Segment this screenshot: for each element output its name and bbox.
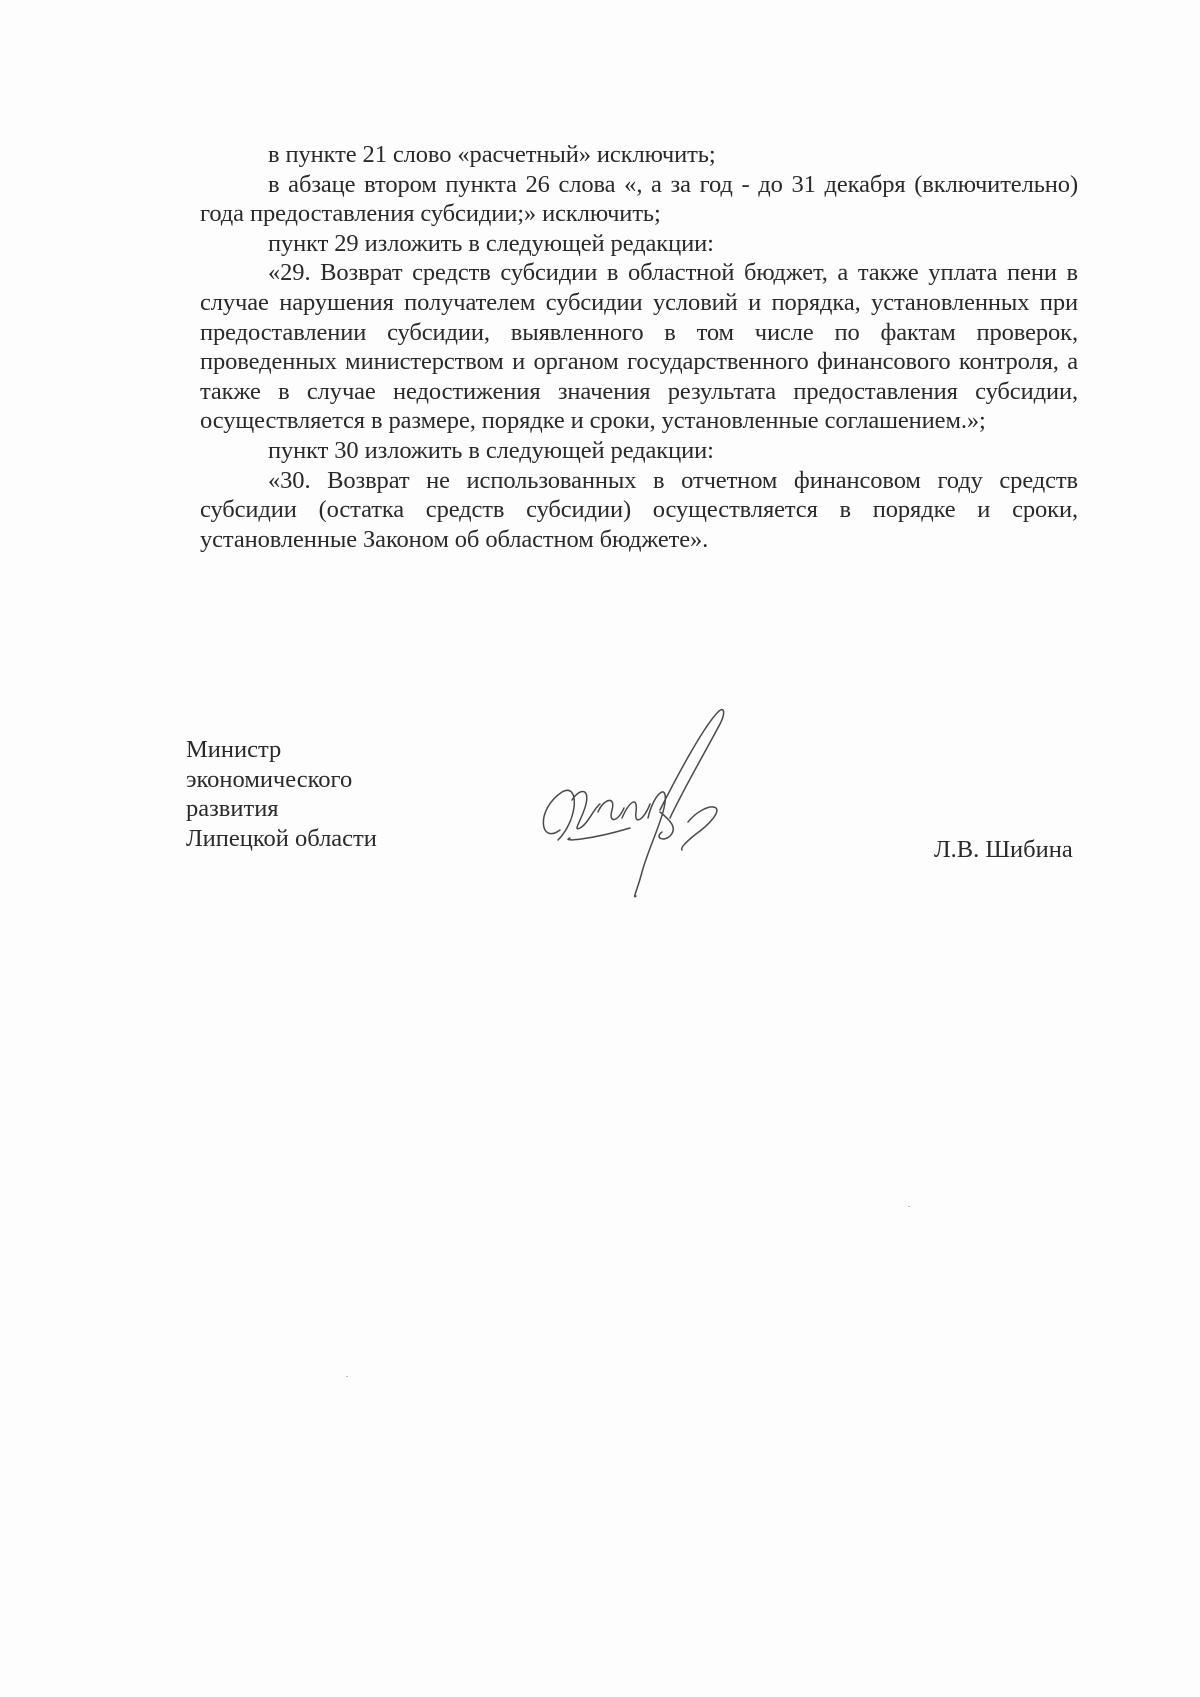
scan-speck bbox=[908, 1206, 910, 1207]
signer-name: Л.В. Шибина bbox=[934, 836, 1073, 863]
position-line: развития bbox=[186, 795, 279, 822]
signer-position bbox=[186, 735, 377, 853]
handwritten-signature bbox=[520, 700, 770, 910]
paragraph-clause-21: в пункте 21 слово «расчетный» исключить; bbox=[268, 141, 716, 168]
scan-speck bbox=[346, 1376, 348, 1377]
position-line: Министр bbox=[186, 736, 282, 763]
paragraph-clause-30-text: «30. Возврат не использованных в отчетном финансовом году средств субсидии (остатка средств субсидии) осуществляется в порядке и сроки, установленные Законом об областном бюджете». bbox=[200, 466, 1078, 553]
paragraph-clause-29-text: «29. Возврат средств субсидии в областной бюджет, а также уплата пени в случае нарушения получателем субсидии условий и порядка, установленных при предоставлении субсидии, выявленного в том числе по фактам проверок, проведенных министерством и органом государственного финансового контроля, а также в случае недостижения значения результата предоставления субсидии, осуществляется в размере, порядке и сроки, установленные соглашением.»; bbox=[200, 259, 1078, 435]
paragraph-clause-29-intro: пункт 29 изложить в следующей редакции: bbox=[268, 229, 714, 257]
paragraph-clause-26: в абзаце втором пункта 26 слова «, а за год - до 31 декабря (включительно) года предоставления субсидии;» исключить; bbox=[200, 170, 1078, 228]
position-line: Липецкой области bbox=[186, 824, 377, 852]
document-body bbox=[200, 140, 1078, 554]
position-line: экономического bbox=[186, 765, 353, 793]
paragraph-clause-30-intro: пункт 30 изложить в следующей редакции: bbox=[268, 436, 714, 464]
